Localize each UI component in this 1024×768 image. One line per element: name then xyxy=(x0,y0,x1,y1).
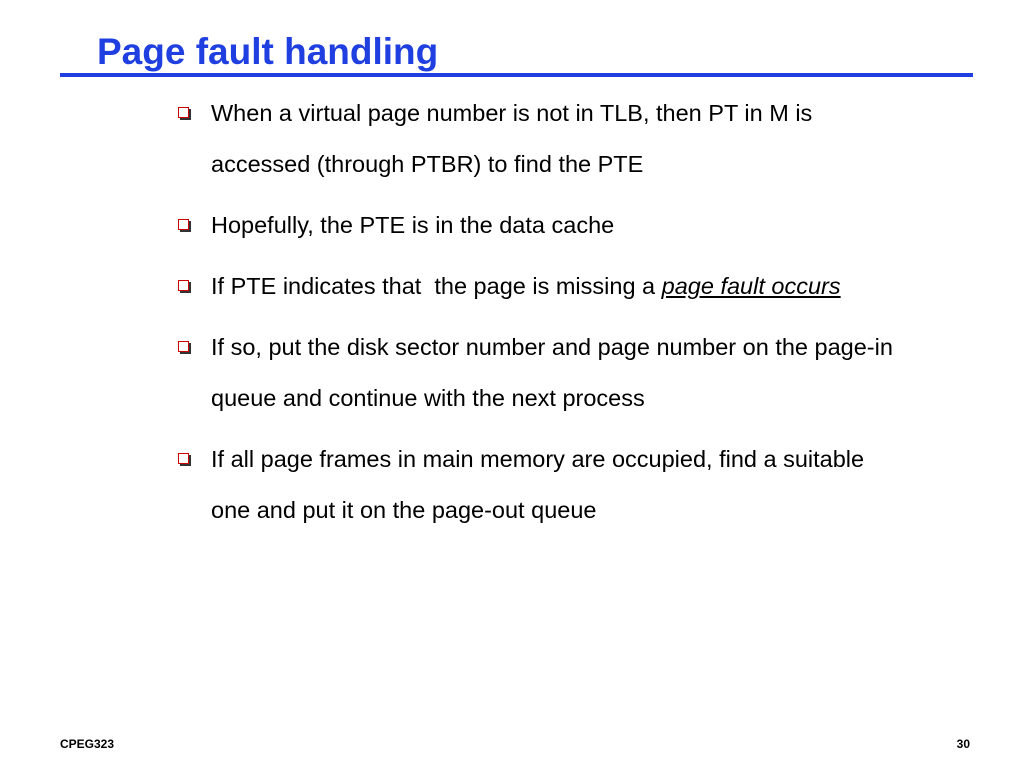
bullet-text: If so, put the disk sector number and page number on the page-in queue and continue with the next process xyxy=(211,334,893,411)
slide-title: Page fault handling xyxy=(97,31,439,72)
hollow-square-bullet-icon xyxy=(178,453,189,464)
footer-course-label: CPEG323 xyxy=(60,737,115,751)
bullet-list xyxy=(175,88,895,546)
bullet-item xyxy=(175,261,895,312)
hollow-square-bullet-icon xyxy=(178,219,189,230)
footer-page-number: 30 xyxy=(956,737,970,751)
bullet-item xyxy=(175,88,895,190)
bullet-item xyxy=(175,322,895,424)
hollow-square-bullet-icon xyxy=(178,280,189,291)
bullet-text: If PTE indicates that the page is missing a xyxy=(211,273,662,299)
bullet-emphasis: page fault occurs xyxy=(661,273,841,299)
bullet-text: If all page frames in main memory are occupied, find a suitable one and put it on the page-out queue xyxy=(211,446,865,523)
bullet-item xyxy=(175,434,895,536)
bullet-text: Hopefully, the PTE is in the data cache xyxy=(211,212,615,238)
bullet-text: When a virtual page number is not in TLB, then PT in M is accessed (through PTBR) to find the PTE xyxy=(211,100,813,177)
hollow-square-bullet-icon xyxy=(178,341,189,352)
bullet-item xyxy=(175,200,895,251)
hollow-square-bullet-icon xyxy=(178,107,189,118)
title-underline-rule xyxy=(60,73,973,77)
